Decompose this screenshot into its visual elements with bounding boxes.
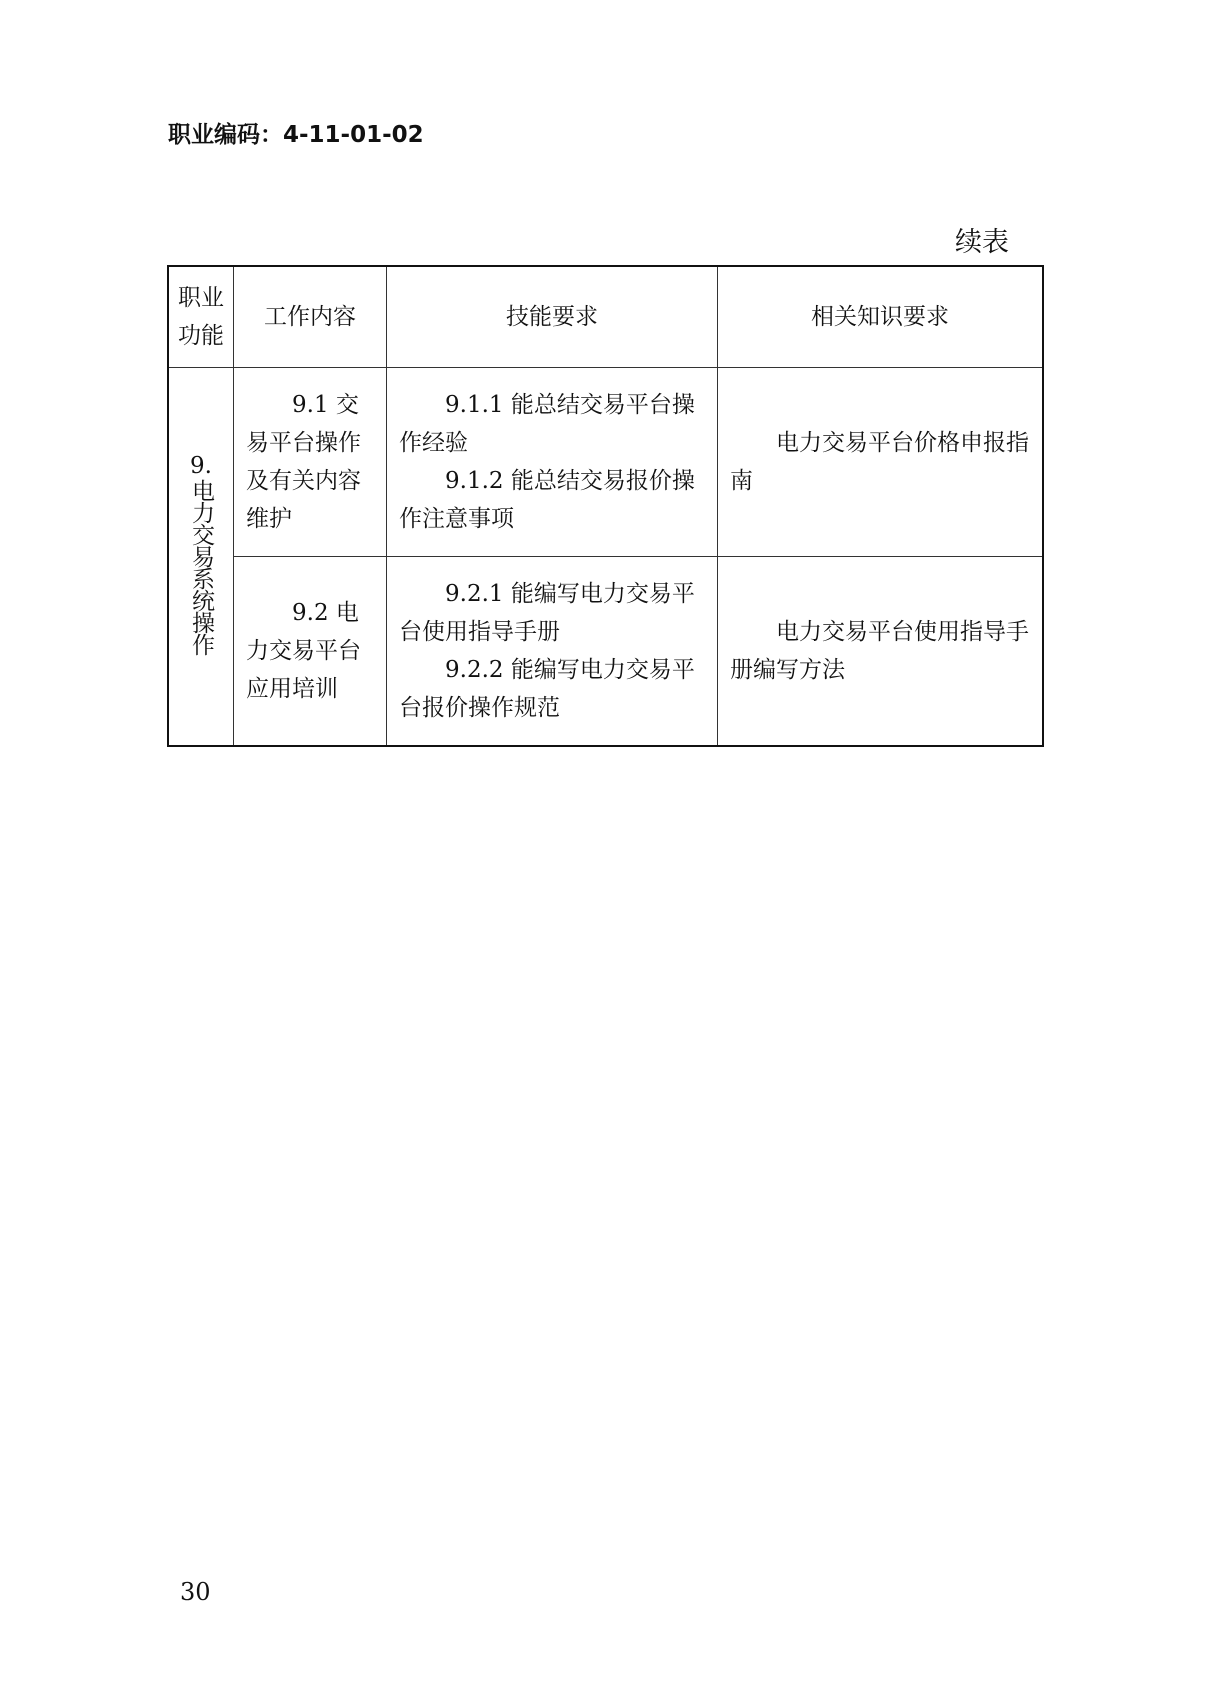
function-name: 电力交易系统操作 [188, 478, 214, 655]
header-knowledge: 相关知识要求 [718, 266, 1044, 368]
skills-cell [387, 557, 718, 747]
continued-label: 续表 [955, 227, 1009, 258]
function-cell [168, 368, 234, 747]
skill-item: 9.2.1 能编写电力交易平台使用指导手册 [399, 581, 695, 645]
skill-item: 9.1.1 能总结交易平台操作经验 [399, 392, 695, 456]
header-content: 工作内容 [234, 266, 387, 368]
header-skills: 技能要求 [387, 266, 718, 368]
occupation-code: 职业编码：4-11-01-02 [168, 122, 424, 148]
content-cell: 9.2 电力交易平台应用培训 [234, 557, 387, 747]
skills-table [167, 265, 1044, 747]
function-number: 9. [190, 452, 212, 479]
page-number: 30 [180, 1578, 211, 1606]
content-cell: 9.1 交易平台操作及有关内容维护 [234, 368, 387, 557]
table-header-row [168, 266, 1043, 368]
header-function: 职业功能 [168, 266, 234, 368]
knowledge-cell: 电力交易平台使用指导手册编写方法 [718, 557, 1044, 747]
knowledge-cell: 电力交易平台价格申报指南 [718, 368, 1044, 557]
table-row [168, 368, 1043, 557]
skill-item: 9.2.2 能编写电力交易平台报价操作规范 [399, 657, 695, 721]
table-row [168, 557, 1043, 747]
skills-cell [387, 368, 718, 557]
skill-item: 9.1.2 能总结交易报价操作注意事项 [399, 468, 695, 532]
